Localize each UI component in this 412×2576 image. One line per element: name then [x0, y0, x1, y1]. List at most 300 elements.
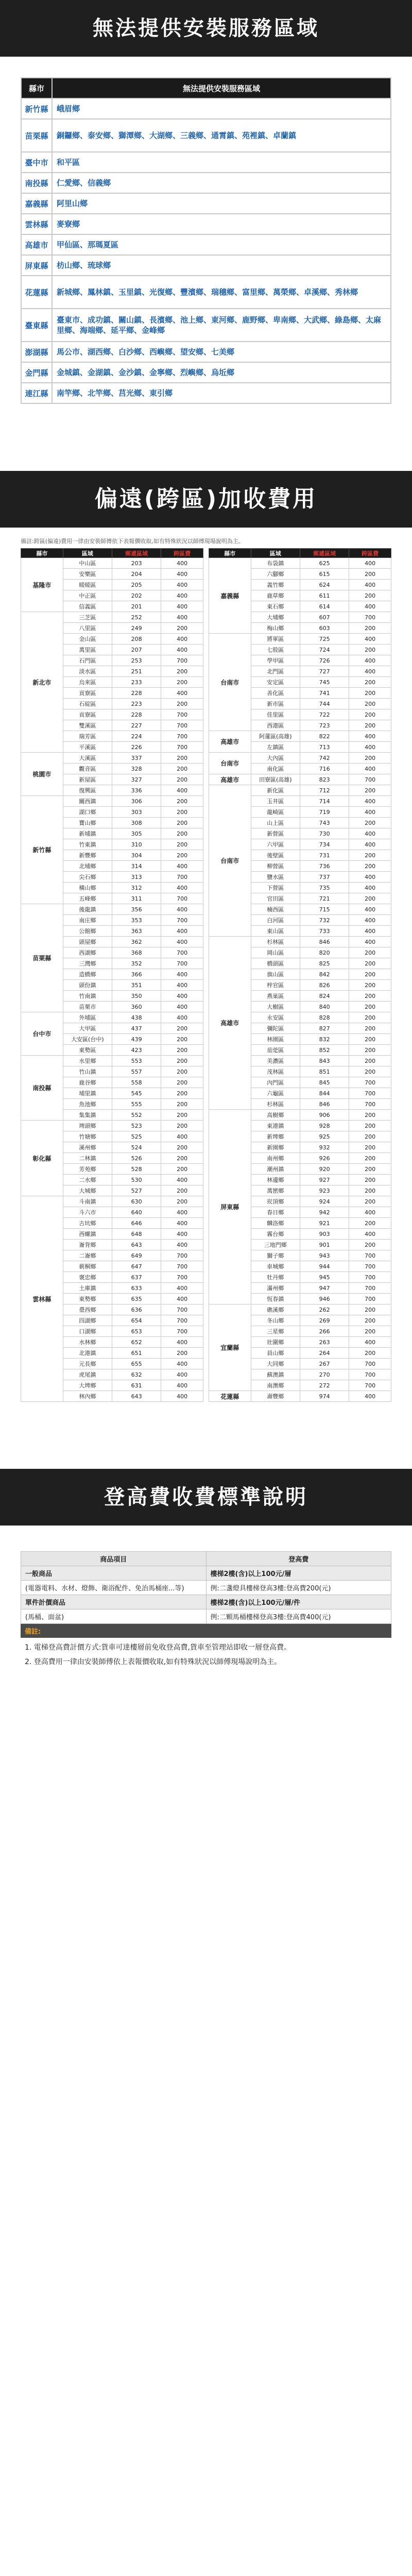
fee-amount: 400 [349, 634, 391, 645]
fee-amount: 200 [161, 764, 203, 774]
fee-zip: 267 [300, 1359, 349, 1369]
fee-row [21, 1023, 391, 1034]
fee-row [21, 969, 391, 980]
fee-district: 龍崎區 [251, 807, 300, 818]
fee-amount: 200 [161, 1077, 203, 1088]
fee-zip: 312 [112, 883, 161, 893]
fee-row [21, 1034, 391, 1045]
fee-amount: 400 [161, 1240, 203, 1250]
no-install-row [21, 214, 391, 234]
fee-amount: 400 [161, 861, 203, 872]
fee-county: 高雄市 [209, 774, 251, 785]
fee-zip: 631 [112, 1380, 161, 1391]
fee-zip: 356 [112, 904, 161, 915]
fee-amount: 400 [161, 601, 203, 612]
fee-amount: 400 [349, 904, 391, 915]
fee-district: 中正區 [63, 590, 112, 601]
no-install-row [21, 309, 391, 342]
fee-row [21, 1250, 391, 1261]
fee-row [21, 850, 391, 861]
fee-amount: 200 [349, 1142, 391, 1153]
fee-district: 麟洛鄉 [251, 1218, 300, 1229]
fee-district: 山上區 [251, 818, 300, 828]
fee-amount: 200 [349, 861, 391, 872]
fee-zip: 270 [300, 1369, 349, 1380]
fee-row [21, 839, 391, 850]
fee-district: 八里區 [63, 623, 112, 634]
fee-zip: 228 [112, 709, 161, 720]
item-text: 一般商品 [21, 1566, 207, 1581]
fee-county: 高雄市 [209, 937, 251, 1110]
fee-zip: 719 [300, 807, 349, 818]
fee-amount: 400 [349, 580, 391, 590]
fee-amount: 200 [349, 1218, 391, 1229]
fee-text: 例:二盞燈具樓梯登高3樓:登高費200(元) [206, 1581, 391, 1595]
fee-zip: 614 [300, 601, 349, 612]
fee-amount: 200 [349, 850, 391, 861]
fee-zip: 742 [300, 753, 349, 764]
fee-row [21, 1099, 391, 1110]
fee-amount: 200 [161, 1164, 203, 1175]
fee-zip: 526 [112, 1153, 161, 1164]
section-remote-fee [0, 471, 412, 1402]
fee-amount: 400 [349, 839, 391, 850]
fee-row [21, 796, 391, 807]
fee-amount: 700 [349, 1077, 391, 1088]
fee-amount: 700 [161, 872, 203, 883]
fee-amount: 700 [349, 1380, 391, 1391]
fee-district: 六腳鄉 [251, 569, 300, 580]
fee-amount: 400 [161, 1391, 203, 1402]
fee-amount: 200 [161, 753, 203, 764]
no-install-row [21, 342, 391, 362]
fee-zip: 203 [112, 558, 161, 569]
fee-district: 大埔鄉 [251, 612, 300, 623]
fee-zip: 205 [112, 580, 161, 590]
fee-row [21, 1196, 391, 1207]
height-fee-table [21, 1551, 391, 1624]
fee-row [21, 612, 391, 623]
fee-zip: 630 [112, 1196, 161, 1207]
fee-amount: 700 [161, 893, 203, 904]
fee-zip: 851 [300, 1066, 349, 1077]
fee-zip: 251 [112, 666, 161, 677]
fee-amount: 200 [349, 1185, 391, 1196]
fee-district: 二林鎮 [63, 1153, 112, 1164]
fee-zip: 249 [112, 623, 161, 634]
fee-amount: 200 [161, 677, 203, 688]
fee-district: 復興區 [63, 785, 112, 796]
fee-amount: 200 [349, 1110, 391, 1121]
fee-amount: 400 [161, 558, 203, 569]
fee-district: 員山鄉 [251, 1348, 300, 1359]
fee-zip: 745 [300, 677, 349, 688]
fee-amount: 400 [161, 980, 203, 991]
fee-district: 內門區 [251, 1077, 300, 1088]
fee-district: 大安區(台中) [63, 1034, 112, 1045]
fee-district: 東勢區 [63, 1045, 112, 1056]
fee-row [21, 893, 391, 904]
fee-header: 跨區費 [349, 549, 391, 558]
fee-district: 公館鄉 [63, 926, 112, 937]
fee-header: 郵遞區域 [300, 549, 349, 558]
fee-district: 梅山鄉 [251, 623, 300, 634]
fee-district: 燕巢區 [251, 991, 300, 1002]
fee-row [21, 666, 391, 677]
fee-zip: 735 [300, 883, 349, 893]
fee-zip: 264 [300, 1348, 349, 1359]
fee-zip: 924 [300, 1196, 349, 1207]
fee-district: 竹塘鄉 [63, 1131, 112, 1142]
fee-amount: 700 [349, 1369, 391, 1380]
fee-amount: 400 [349, 764, 391, 774]
fee-district: 杉林區 [251, 937, 300, 947]
fee-row [21, 720, 391, 731]
fee-zip: 722 [300, 709, 349, 720]
fee-row [21, 709, 391, 720]
county-name: 花蓮縣 [21, 276, 52, 309]
fee-amount: 400 [349, 1337, 391, 1348]
fee-zip: 743 [300, 818, 349, 828]
fee-district: 林內鄉 [63, 1391, 112, 1402]
remark-item: 2. 登高費用一律由安裝師傅依上表報價收取,如有特殊狀況以師傅現場說明為主。 [25, 1658, 282, 1666]
fee-county: 苗栗縣 [21, 904, 63, 1012]
fee-zip: 363 [112, 926, 161, 937]
fee-amount: 400 [161, 937, 203, 947]
fee-district: 岡山區 [251, 947, 300, 958]
fee-district: 三芝區 [63, 612, 112, 623]
fee-zip: 352 [112, 958, 161, 969]
fee-row [21, 1077, 391, 1088]
fee-row [21, 807, 391, 818]
fee-district: 新埔鎮 [63, 828, 112, 839]
fee-amount: 400 [349, 883, 391, 893]
fee-zip: 305 [112, 828, 161, 839]
fee-zip: 721 [300, 893, 349, 904]
fee-amount: 700 [349, 1088, 391, 1099]
no-install-row [21, 383, 391, 403]
fee-district: 牡丹鄉 [251, 1272, 300, 1283]
fee-amount: 200 [349, 720, 391, 731]
fee-zip: 263 [300, 1337, 349, 1348]
fee-district: 烏來區 [63, 677, 112, 688]
fee-row [21, 677, 391, 688]
fee-zip: 842 [300, 969, 349, 980]
fee-zip: 845 [300, 1077, 349, 1088]
fee-district: 埔里鎮 [63, 1088, 112, 1099]
fee-amount: 400 [161, 645, 203, 655]
fee-amount: 200 [349, 1348, 391, 1359]
fee-amount: 200 [349, 1131, 391, 1142]
fee-district: 柳營區 [251, 861, 300, 872]
fee-district: 三灣鄉 [63, 958, 112, 969]
fee-zip: 336 [112, 785, 161, 796]
fee-district: 元長鄉 [63, 1359, 112, 1369]
fee-amount: 700 [349, 774, 391, 785]
fee-zip: 223 [112, 699, 161, 709]
fee-amount: 200 [349, 785, 391, 796]
fee-district: 石碇區 [63, 699, 112, 709]
fee-zip: 439 [112, 1034, 161, 1045]
fee-district: 貢寮區 [63, 709, 112, 720]
fee-district: 茂林區 [251, 1066, 300, 1077]
fee-amount: 400 [161, 1218, 203, 1229]
fee-amount: 700 [161, 709, 203, 720]
no-install-row [21, 362, 391, 383]
fee-district: 林邊鄉 [251, 1175, 300, 1185]
fee-row [21, 623, 391, 634]
fee-district: 古坑鄉 [63, 1218, 112, 1229]
fee-district: 溪州鄉 [63, 1142, 112, 1153]
remark-label: 備註: [21, 1624, 391, 1638]
fee-district: 高樹鄉 [251, 1110, 300, 1121]
fee-amount: 400 [161, 1294, 203, 1304]
fee-row [21, 1240, 391, 1250]
fee-amount: 400 [161, 904, 203, 915]
fee-zip: 945 [300, 1272, 349, 1283]
county-name: 屏東縣 [21, 255, 52, 276]
fee-district: 莿桐鄉 [63, 1261, 112, 1272]
fee-district: 崁頂鄉 [251, 1196, 300, 1207]
fee-zip: 523 [112, 1121, 161, 1131]
fee-zip: 353 [112, 915, 161, 926]
fee-district: 左鎮區 [251, 742, 300, 753]
fee-amount: 200 [161, 1196, 203, 1207]
fee-amount: 700 [161, 1250, 203, 1261]
fee-zip: 943 [300, 1250, 349, 1261]
remarks [21, 1638, 391, 1668]
fee-zip: 947 [300, 1283, 349, 1294]
fee-amount: 700 [161, 1304, 203, 1315]
fee-district: 口湖鄉 [63, 1326, 112, 1337]
fee-zip: 923 [300, 1185, 349, 1196]
fee-county: 花蓮縣 [209, 1391, 251, 1402]
fee-amount: 400 [161, 612, 203, 623]
town-list: 枋山鄉、琉球鄉 [52, 255, 391, 276]
fee-zip: 920 [300, 1164, 349, 1175]
fee-zip: 632 [112, 1369, 161, 1380]
remark-item: 1. 電梯登高費計價方式:貨車可達樓層前免收登高費,貨車至管理站即收一層登高費。 [25, 1643, 291, 1652]
header-county: 縣市 [21, 78, 52, 98]
fee-zip: 624 [300, 580, 349, 590]
fee-zip: 201 [112, 601, 161, 612]
fee-district: 鹿谷鄉 [63, 1077, 112, 1088]
fee-district: 北埔鄉 [63, 861, 112, 872]
fee-row [21, 1294, 391, 1304]
fee-county: 嘉義縣 [209, 558, 251, 634]
fee-amount: 200 [161, 839, 203, 850]
fee-district: 中山區 [63, 558, 112, 569]
fee-amount: 400 [161, 590, 203, 601]
town-list: 甲仙區、那瑪夏區 [52, 234, 391, 255]
fee-district: 後壁區 [251, 850, 300, 861]
fee-district: 南州鄉 [251, 1153, 300, 1164]
fee-district: 南庄鄉 [63, 915, 112, 926]
fee-county: 新北市 [21, 612, 63, 753]
fee-amount: 200 [349, 1012, 391, 1023]
fee-zip: 653 [112, 1326, 161, 1337]
fee-amount: 400 [349, 828, 391, 839]
fee-amount: 400 [161, 634, 203, 645]
fee-zip: 524 [112, 1142, 161, 1153]
fee-district: 二水鄉 [63, 1175, 112, 1185]
fee-text: 樓梯2樓(含)以上100元/層 [206, 1566, 391, 1581]
fee-zip: 826 [300, 980, 349, 991]
county-name: 澎湖縣 [21, 342, 52, 362]
section-height-fee [0, 1469, 412, 1668]
fee-row [21, 872, 391, 883]
fee-row [21, 926, 391, 937]
fee-row [21, 1164, 391, 1175]
fee-zip: 362 [112, 937, 161, 947]
fee-zip: 716 [300, 764, 349, 774]
fee-amount: 400 [161, 1131, 203, 1142]
fee-district: 永安區 [251, 1012, 300, 1023]
fee-amount: 400 [161, 991, 203, 1002]
fee-amount: 200 [161, 1056, 203, 1066]
fee-district: 七股區 [251, 645, 300, 655]
fee-zip: 730 [300, 828, 349, 839]
fee-amount: 200 [349, 947, 391, 958]
fee-zip: 636 [112, 1304, 161, 1315]
fee-amount: 400 [161, 1359, 203, 1369]
fee-zip: 734 [300, 839, 349, 850]
fee-amount: 400 [161, 1369, 203, 1380]
fee-zip: 262 [300, 1304, 349, 1315]
fee-zip: 832 [300, 1034, 349, 1045]
height-fee-row [21, 1566, 391, 1581]
fee-amount: 700 [349, 1261, 391, 1272]
fee-row [21, 1153, 391, 1164]
fee-district: 新豐鄉 [63, 850, 112, 861]
fee-row [21, 1348, 391, 1359]
no-install-row [21, 255, 391, 276]
fee-amount: 200 [349, 590, 391, 601]
fee-zip: 437 [112, 1023, 161, 1034]
fee-amount: 400 [349, 1207, 391, 1218]
fee-amount: 200 [349, 958, 391, 969]
fee-zip: 654 [112, 1315, 161, 1326]
fee-amount: 400 [161, 926, 203, 937]
fee-row [21, 1369, 391, 1380]
fee-row [21, 569, 391, 580]
fee-row [21, 774, 391, 785]
fee-zip: 651 [112, 1348, 161, 1359]
fee-amount: 200 [161, 1110, 203, 1121]
fee-district: 彌陀區 [251, 1023, 300, 1034]
no-install-row [21, 193, 391, 214]
fee-amount: 400 [349, 666, 391, 677]
fee-amount: 400 [349, 731, 391, 742]
fee-amount: 200 [349, 688, 391, 699]
fee-zip: 731 [300, 850, 349, 861]
fee-zip: 727 [300, 666, 349, 677]
fee-zip: 527 [112, 1185, 161, 1196]
fee-district: 阿蓮區(高雄) [251, 731, 300, 742]
fee-zip: 643 [112, 1391, 161, 1402]
fee-amount: 200 [161, 1348, 203, 1359]
fee-zip: 308 [112, 818, 161, 828]
fee-zip: 438 [112, 1012, 161, 1023]
fee-district: 三地門鄉 [251, 1240, 300, 1250]
fee-text: 例:二顆馬桶樓梯登高3樓:登高費400(元) [206, 1609, 391, 1624]
fee-zip: 253 [112, 655, 161, 666]
fee-district: 南化區 [251, 764, 300, 774]
fee-district: 臺西鄉 [63, 1304, 112, 1315]
fee-district: 壯圍鄉 [251, 1337, 300, 1348]
fee-row [21, 1218, 391, 1229]
fee-zip: 932 [300, 1142, 349, 1153]
fee-district: 橋頭區 [251, 958, 300, 969]
fee-zip: 545 [112, 1088, 161, 1099]
fee-county: 彰化縣 [21, 1121, 63, 1196]
fee-row [21, 1283, 391, 1294]
fee-zip: 928 [300, 1121, 349, 1131]
fee-zip: 311 [112, 893, 161, 904]
fee-zip: 846 [300, 1099, 349, 1110]
fee-amount: 400 [161, 688, 203, 699]
fee-district: 芳苑鄉 [63, 1164, 112, 1175]
fee-zip: 525 [112, 1131, 161, 1142]
fee-zip: 744 [300, 699, 349, 709]
fee-amount: 700 [161, 655, 203, 666]
fee-zip: 204 [112, 569, 161, 580]
fee-district: 新屋區 [63, 774, 112, 785]
fee-zip: 647 [112, 1261, 161, 1272]
fee-zip: 725 [300, 634, 349, 645]
fee-district: 竹東鎮 [63, 839, 112, 850]
fee-zip: 303 [112, 807, 161, 818]
fee-zip: 227 [112, 720, 161, 731]
fee-amount: 700 [349, 1283, 391, 1294]
fee-district: 崙背鄉 [63, 1240, 112, 1250]
fee-amount: 400 [161, 1283, 203, 1294]
no-install-table [21, 77, 391, 404]
fee-district: 頭份鎮 [63, 980, 112, 991]
fee-district: 美濃區 [251, 1056, 300, 1066]
fee-district: 壽豐鄉 [251, 1391, 300, 1402]
town-list: 新城鄉、鳳林鎮、玉里鎮、光復鄉、豐濱鄉、瑞穗鄉、富里鄉、萬榮鄉、卓溪鄉、秀林鄉 [52, 276, 391, 309]
fee-amount: 400 [161, 785, 203, 796]
fee-district: 冬山鄉 [251, 1315, 300, 1326]
fee-zip: 926 [300, 1153, 349, 1164]
fee-row [21, 655, 391, 666]
fee-district: 關西鎮 [63, 796, 112, 807]
fee-county: 基隆市 [21, 558, 63, 612]
no-install-row [21, 173, 391, 193]
fee-zip: 823 [300, 774, 349, 785]
fee-zip: 607 [300, 612, 349, 623]
fee-amount: 700 [349, 1099, 391, 1110]
col-fee: 登高費 [206, 1552, 391, 1566]
fee-zip: 852 [300, 1045, 349, 1056]
fee-district: 恆春鎮 [251, 1294, 300, 1304]
town-list: 仁愛鄉、信義鄉 [52, 173, 391, 193]
fee-zip: 207 [112, 645, 161, 655]
fee-district: 安定區 [251, 677, 300, 688]
fee-row [21, 699, 391, 709]
fee-zip: 944 [300, 1261, 349, 1272]
fee-district: 楠西區 [251, 904, 300, 915]
fee-amount: 200 [349, 1304, 391, 1315]
fee-amount: 200 [349, 1045, 391, 1056]
fee-row [21, 828, 391, 839]
fee-district: 學甲區 [251, 655, 300, 666]
county-name: 南投縣 [21, 173, 52, 193]
fee-zip: 266 [300, 1326, 349, 1337]
fee-header: 區域 [251, 549, 300, 558]
fee-zip: 974 [300, 1391, 349, 1402]
